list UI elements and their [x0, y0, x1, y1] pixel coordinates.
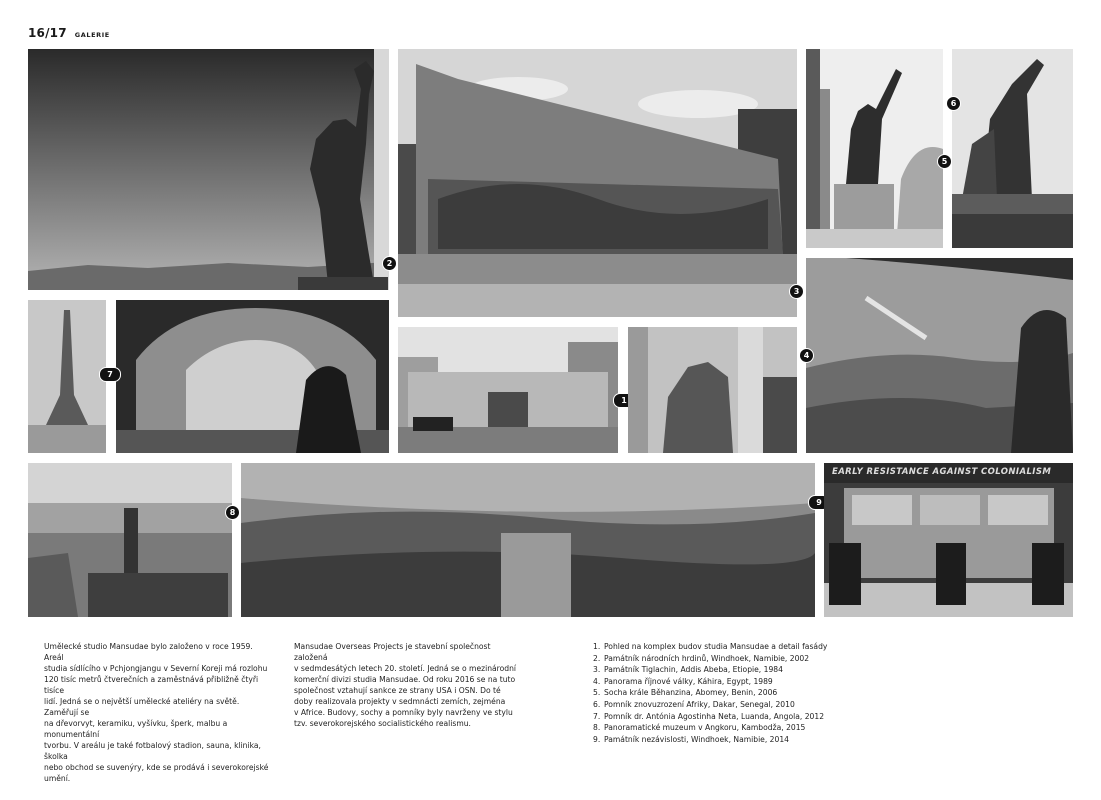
badge-7: 7 [99, 367, 121, 382]
caption-item [593, 734, 827, 746]
caption-number: 8. [593, 723, 601, 733]
caption-item [593, 653, 827, 665]
caption-text: Pohled na komplex budov studia Mansudae a detail fasády [604, 642, 828, 651]
museum-banner: EARLY RESISTANCE AGAINST COLONIALISM [832, 467, 1052, 477]
caption-number: 2. [593, 653, 601, 663]
text-line: doby realizovala projekty v sedmnácti zemích, zejména [294, 697, 506, 706]
photo-heroes-memorial [28, 49, 389, 290]
caption-text: Panorama říjnové války, Káhira, Egypt, 1989 [604, 676, 773, 686]
text-line: tvorbu. V areálu je také fotbalový stadion, sauna, klinika, školka [44, 741, 261, 761]
caption-list [593, 641, 827, 745]
photo-studio-corridor [116, 300, 389, 453]
caption-number: 7. [593, 711, 601, 721]
text-line: v Africe. Budovy, sochy a pomníky byly navrženy ve stylu [294, 708, 513, 717]
caption-text: Památník nezávislosti, Windhoek, Namibie, 2014 [604, 734, 790, 744]
text-line: 120 tisíc metrů čtverečních a zaměstnává přibližně čtyři tisíce [44, 675, 259, 695]
caption-text: Panoramatické muzeum v Angkoru, Kambodža, 2015 [604, 723, 806, 733]
caption-item [593, 664, 827, 676]
badge-1: 1 [613, 393, 635, 408]
text-line: na dřevorvyt, keramiku, vyšívku, šperk, malbu a monumentální [44, 719, 228, 739]
text-line: v sedmdesátých letech 20. století. Jedná se o mezinárodní [294, 664, 517, 673]
text-line: Mansudae Overseas Projects je stavební společnost založená [294, 642, 491, 662]
text-line: komerční divizi studia Mansudae. Od roku 2016 se na tuto [294, 675, 516, 684]
caption-number: 4. [593, 676, 601, 686]
photo-tiglachin-monument [398, 49, 797, 317]
section-title: GALERIE [74, 31, 110, 39]
photo-museum-exhibit [824, 463, 1073, 617]
badge-5: 5 [937, 154, 952, 169]
caption-number: 1. [593, 642, 601, 651]
badge-4: 4 [799, 348, 814, 363]
text-line: společnost vztahují sankce ze strany USA i OSN. Do té [294, 686, 501, 695]
page-header [28, 26, 110, 40]
text-line: studia sídlícího v Pchjongjangu v Severní Koreji má rozlohu [44, 664, 268, 673]
badge-9: 9 [808, 495, 830, 510]
text-line: lidí. Jedná se o největší umělecké ateliéry na světě. Zaměřují se [44, 697, 240, 717]
badge-6: 6 [946, 96, 961, 111]
photo-behanzin-statue [806, 49, 943, 248]
text-column-overseas [294, 641, 524, 729]
badge-8: 8 [225, 505, 240, 520]
caption-text: Památník národních hrdinů, Windhoek, Namibie, 2002 [604, 653, 810, 663]
caption-item [593, 699, 827, 711]
caption-item [593, 722, 827, 734]
caption-number: 3. [593, 665, 601, 675]
text-line: nebo obchod se suvenýry, kde se prodává i severokorejské umění. [44, 763, 269, 783]
text-line: Umělecké studio Mansudae bylo založeno v roce 1959. Areál [44, 642, 253, 662]
photo-resistance-painting [241, 463, 815, 617]
text-column-studio [44, 641, 274, 784]
caption-text: Pomník dr. Antónia Agostinha Neta, Luanda, Angola, 2012 [604, 711, 825, 721]
photo-mansudae-building [398, 327, 618, 453]
badge-3: 3 [789, 284, 804, 299]
photo-facade-detail [628, 327, 797, 453]
photo-african-renaissance [952, 49, 1073, 248]
photo-neto-monument [28, 300, 106, 453]
caption-item [593, 641, 827, 653]
caption-number: 5. [593, 688, 601, 698]
caption-text: Socha krále Běhanzina, Abomey, Benin, 2006 [604, 688, 778, 698]
caption-number: 6. [593, 699, 601, 709]
caption-number: 9. [593, 734, 601, 744]
photo-angkor-panorama [28, 463, 232, 617]
badge-2: 2 [382, 256, 397, 271]
page-numbers: 16/17 [28, 26, 67, 40]
caption-item [593, 711, 827, 723]
text-line: tzv. severokorejského socialistického realismu. [294, 719, 471, 728]
caption-item [593, 676, 827, 688]
photo-october-war-panorama [806, 258, 1073, 453]
caption-item [593, 687, 827, 699]
caption-text: Památník Tiglachin, Addis Abeba, Etiopie, 1984 [604, 665, 783, 675]
caption-text: Pomník znovuzrození Afriky, Dakar, Senegal, 2010 [604, 699, 795, 709]
